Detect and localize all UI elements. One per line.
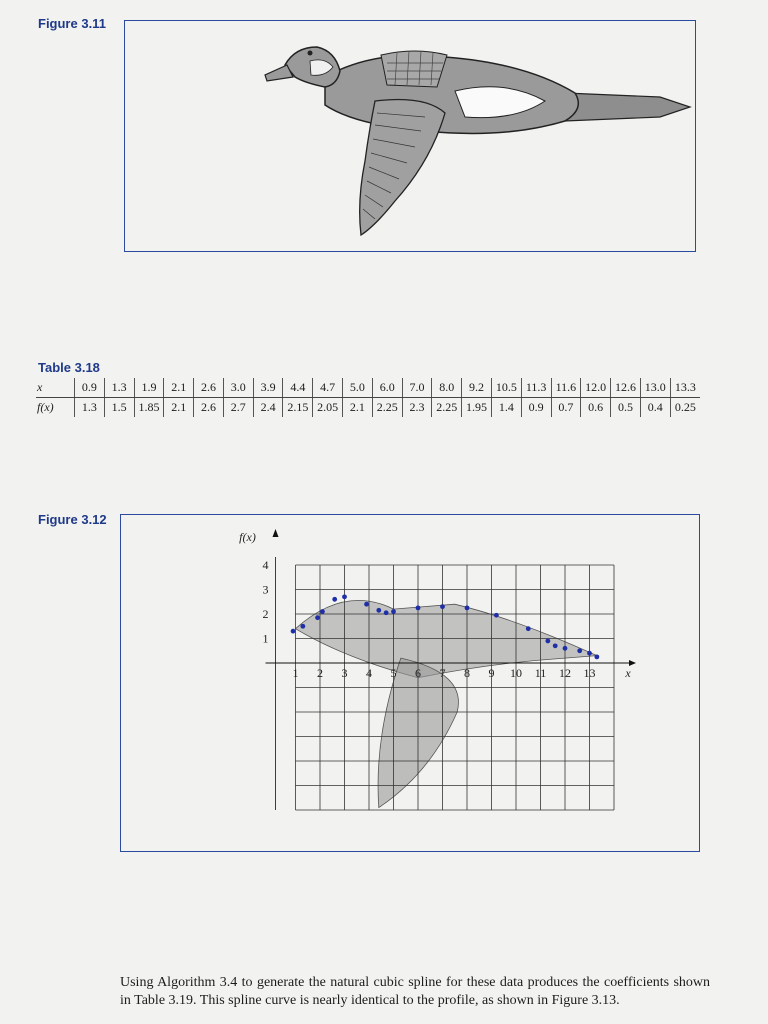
- data-point: [563, 646, 568, 651]
- fx-cell: 2.4: [253, 398, 283, 418]
- x-cell: 0.9: [75, 378, 105, 398]
- fx-cell: 2.1: [343, 398, 373, 418]
- data-point: [594, 654, 599, 659]
- figure-3-11-label: Figure 3.11: [38, 16, 106, 31]
- data-point: [553, 643, 558, 648]
- x-cell: 13.3: [670, 378, 700, 398]
- fx-cell: 1.5: [104, 398, 134, 418]
- x-cell: 5.0: [343, 378, 373, 398]
- x-cell: 2.6: [194, 378, 224, 398]
- data-point: [300, 624, 305, 629]
- data-point: [332, 597, 337, 602]
- fx-cell: 2.15: [283, 398, 313, 418]
- x-tick-label: 9: [488, 666, 495, 680]
- x-cell: 8.0: [432, 378, 462, 398]
- data-point: [440, 604, 445, 609]
- y-tick-label: 1: [262, 631, 269, 646]
- x-cell: 1.3: [104, 378, 134, 398]
- x-cell: 11.3: [521, 378, 551, 398]
- fx-cell: 0.9: [521, 398, 551, 418]
- x-cell: 4.4: [283, 378, 313, 398]
- table-3-18-title: Table 3.18: [38, 360, 100, 375]
- fx-cell: 0.4: [640, 398, 670, 418]
- spline-plot: [121, 515, 701, 853]
- y-tick-label: 3: [262, 582, 269, 597]
- x-tick-label: 12: [559, 666, 571, 680]
- fx-cell: 0.5: [611, 398, 641, 418]
- data-point: [577, 648, 582, 653]
- x-cell: 3.9: [253, 378, 283, 398]
- figure-3-12-label: Figure 3.12: [38, 512, 107, 527]
- y-axis-arrow: [273, 529, 279, 537]
- x-cell: 2.1: [164, 378, 194, 398]
- fx-cell: 1.3: [75, 398, 105, 418]
- x-cell: 7.0: [402, 378, 432, 398]
- fx-cell: 2.05: [313, 398, 343, 418]
- data-point: [391, 609, 396, 614]
- data-point: [587, 651, 592, 656]
- closing-paragraph: Using Algorithm 3.4 to generate the natural cubic spline for these data produces the coefficients shown in Table 3.19. This spline curve is nearly identical to the profile, as shown in Figure 3.13.: [120, 975, 710, 1008]
- x-tick-label: 3: [341, 666, 348, 680]
- x-cell: 12.0: [581, 378, 611, 398]
- fx-cell: 2.25: [372, 398, 402, 418]
- duck-illustration: [125, 21, 697, 253]
- figure-3-11-frame: [124, 20, 696, 252]
- x-tick-label: 8: [464, 666, 470, 680]
- fx-cell: 2.6: [194, 398, 224, 418]
- x-cell: 9.2: [462, 378, 492, 398]
- data-point: [545, 639, 550, 644]
- x-cell: 10.5: [491, 378, 521, 398]
- x-tick-label: 13: [583, 666, 596, 680]
- x-tick-label: 4: [366, 666, 372, 680]
- figure-3-12-frame: [120, 514, 700, 852]
- fx-cell: 1.95: [462, 398, 492, 418]
- x-axis-label: x: [625, 666, 631, 680]
- x-cell: 4.7: [313, 378, 343, 398]
- fx-cell: 2.3: [402, 398, 432, 418]
- x-tick-label: 10: [510, 666, 522, 680]
- y-axis-label: f(x): [239, 530, 256, 544]
- fx-cell: 2.25: [432, 398, 462, 418]
- x-tick-label: 6: [415, 666, 421, 680]
- data-point: [376, 608, 381, 613]
- data-point: [526, 626, 531, 631]
- data-point: [364, 602, 369, 607]
- x-tick-label: 2: [317, 666, 323, 680]
- fx-cell: 2.7: [223, 398, 253, 418]
- y-tick-label: 2: [262, 607, 269, 621]
- x-cell: 1.9: [134, 378, 164, 398]
- fx-cell: 0.6: [581, 398, 611, 418]
- x-cell: 11.6: [551, 378, 581, 398]
- x-tick-label: 1: [292, 666, 299, 680]
- x-cell: 13.0: [640, 378, 670, 398]
- data-table: [36, 378, 700, 417]
- x-tick-label: 5: [390, 666, 397, 680]
- y-tick-label: 4: [262, 558, 269, 572]
- x-tick-label: 7: [439, 666, 446, 680]
- x-row: [36, 378, 700, 398]
- data-point: [494, 613, 499, 618]
- x-cell: 3.0: [223, 378, 253, 398]
- x-cell: 6.0: [372, 378, 402, 398]
- fx-cell: 2.1: [164, 398, 194, 418]
- data-point: [315, 615, 320, 620]
- fx-row: [36, 398, 700, 418]
- data-point: [342, 594, 347, 599]
- fx-cell: 1.4: [491, 398, 521, 418]
- data-point: [384, 610, 389, 615]
- x-tick-label: 11: [534, 666, 547, 680]
- x-row-header: x: [36, 378, 75, 398]
- data-point: [465, 605, 470, 610]
- x-cell: 12.6: [611, 378, 641, 398]
- fx-cell: 1.85: [134, 398, 164, 418]
- data-point: [291, 629, 296, 634]
- fx-row-header: f(x): [37, 400, 54, 414]
- fx-cell: 0.7: [551, 398, 581, 418]
- data-point: [320, 609, 325, 614]
- fx-cell: 0.25: [670, 398, 700, 418]
- data-point: [416, 605, 421, 610]
